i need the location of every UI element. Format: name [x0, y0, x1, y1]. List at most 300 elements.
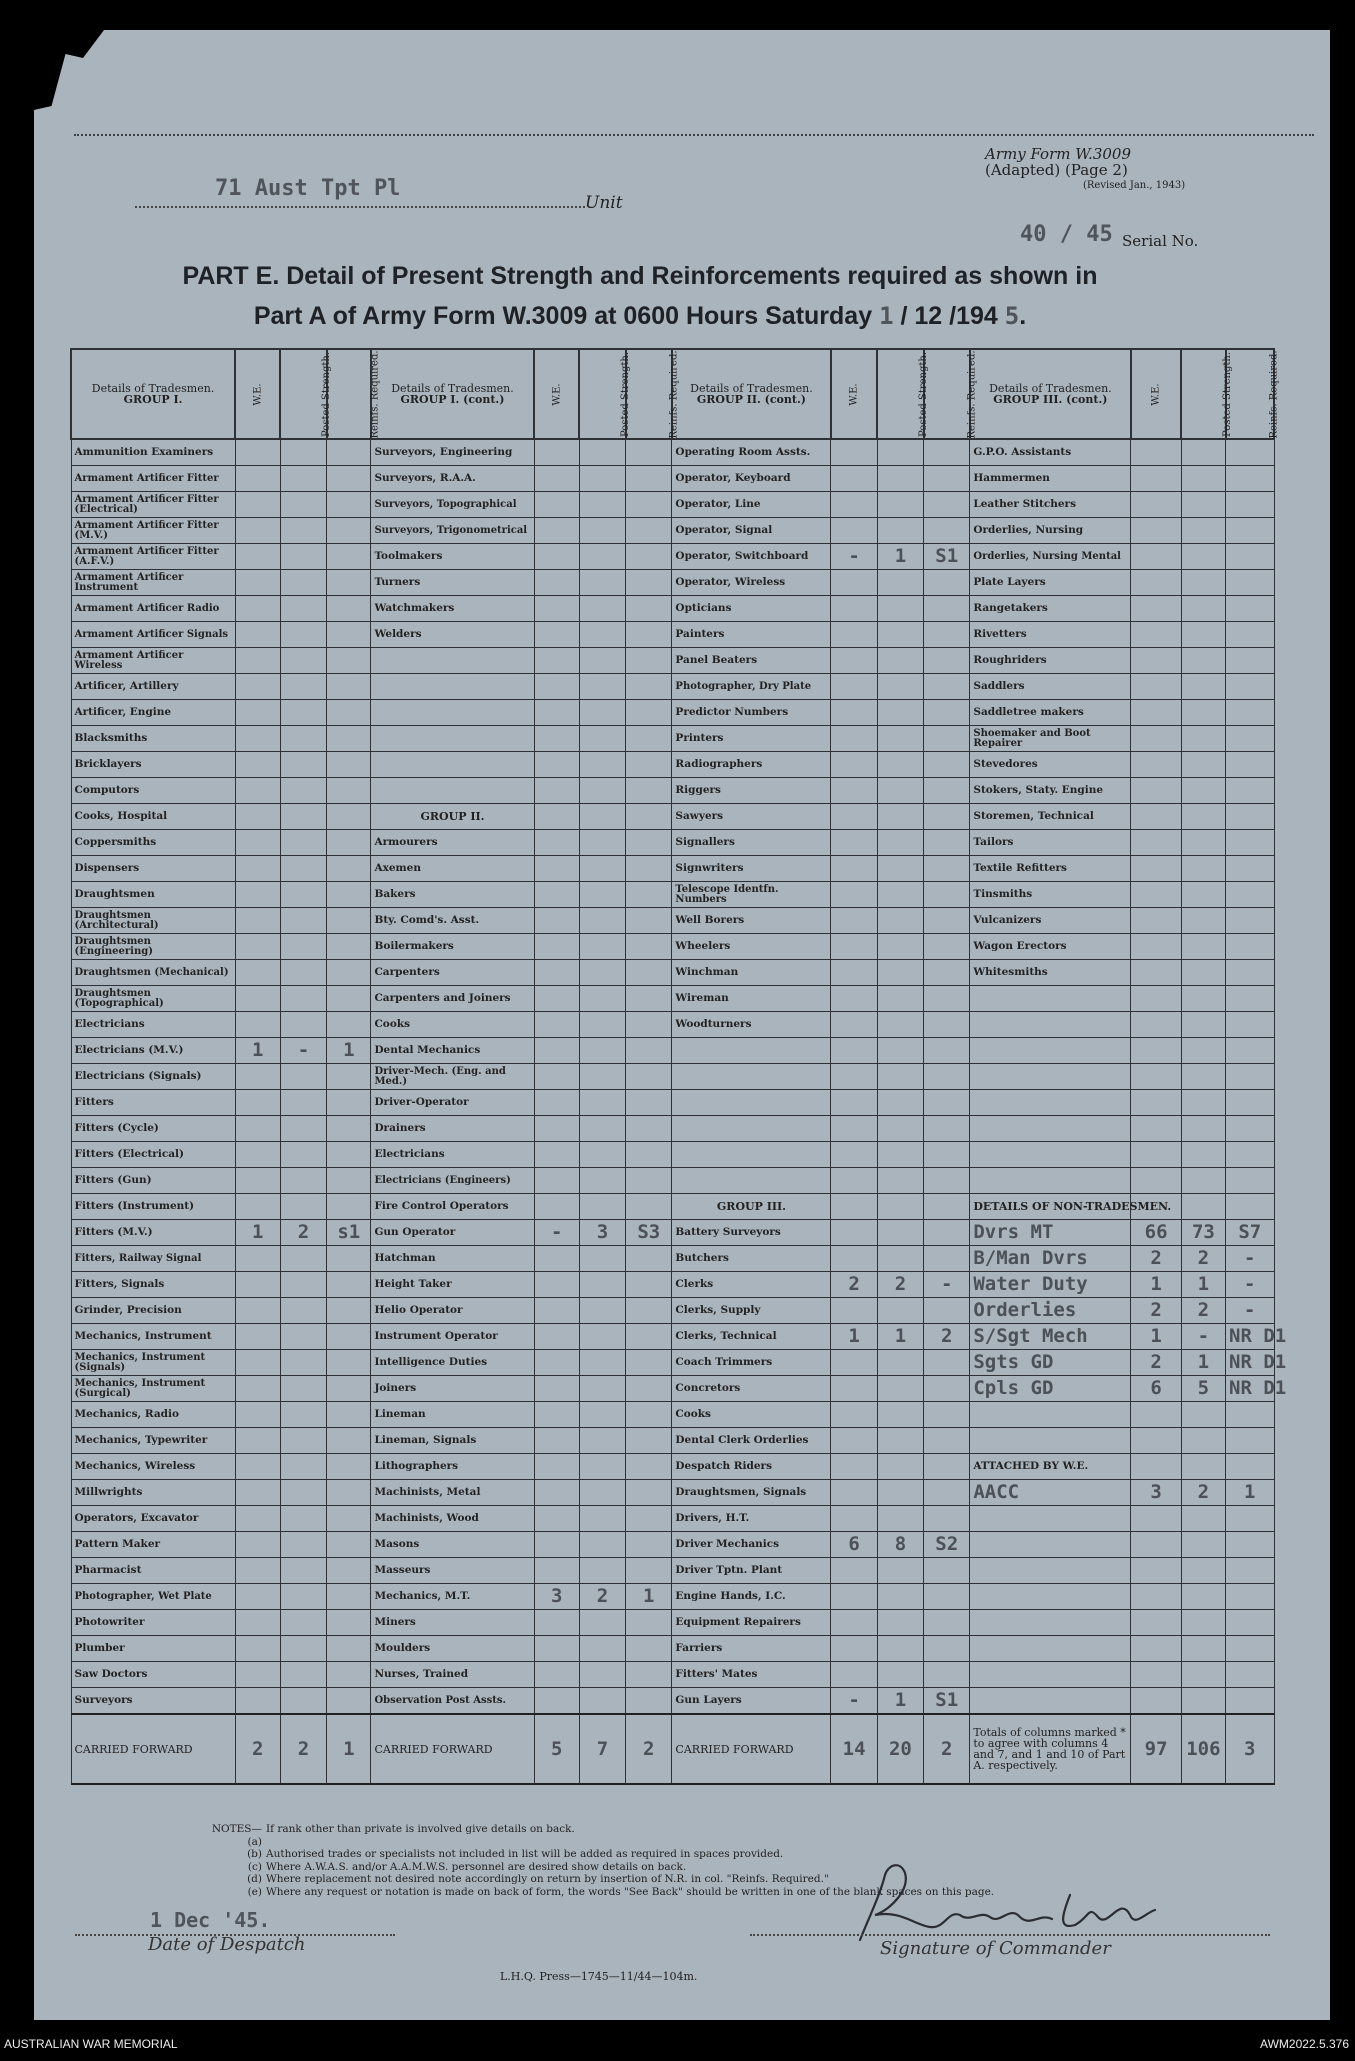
we-value: 3	[1131, 1480, 1181, 1506]
table-row	[71, 1532, 1274, 1558]
trade-name: Printers	[672, 726, 831, 752]
we-value: 3	[534, 1584, 579, 1610]
unit-value: 71 Aust Tpt Pl	[215, 176, 401, 201]
date-day: 1	[879, 302, 894, 330]
we-value: 2	[1131, 1350, 1181, 1376]
trade-name: Whitesmiths	[970, 960, 1131, 986]
reinfs-value	[1226, 830, 1274, 856]
posted-value	[877, 674, 923, 700]
posted-value	[1181, 726, 1225, 752]
reinfs-value	[626, 1636, 672, 1662]
reinfs-value: s1	[327, 1220, 371, 1246]
table-row	[71, 1324, 1274, 1350]
posted-value	[579, 1558, 625, 1584]
posted-value	[280, 882, 326, 908]
trade-name: Storemen, Technical	[970, 804, 1131, 830]
we-value	[235, 1350, 280, 1376]
reinfs-value	[924, 622, 970, 648]
we-value	[235, 882, 280, 908]
we-value	[831, 752, 877, 778]
torn-corner	[34, 30, 104, 110]
reinfs-value	[1226, 622, 1274, 648]
we-value	[534, 1194, 579, 1220]
signature-label: Signature of Commander	[880, 1938, 1111, 1959]
reinfs-value	[924, 674, 970, 700]
trade-name: Plate Layers	[970, 570, 1131, 596]
reinfs-value: NR D1	[1226, 1324, 1274, 1350]
posted-value	[877, 1142, 923, 1168]
posted-value	[280, 778, 326, 804]
reinfs-value	[327, 1012, 371, 1038]
blank-cell	[371, 752, 534, 778]
non-tradesman-entry: Orderlies	[970, 1298, 1131, 1324]
reinfs-value	[924, 908, 970, 934]
posted-total: 106	[1181, 1714, 1225, 1784]
posted-value	[280, 1194, 326, 1220]
posted-value	[579, 1662, 625, 1688]
blank-cell	[672, 1038, 831, 1064]
posted-value	[579, 1636, 625, 1662]
we-value	[235, 1428, 280, 1454]
blank-cell	[371, 674, 534, 700]
we-value	[1131, 1428, 1181, 1454]
we-value: -	[534, 1220, 579, 1246]
reinfs-value	[924, 1220, 970, 1246]
posted-value	[1181, 1454, 1225, 1480]
we-value	[235, 1584, 280, 1610]
we-value: 66	[1131, 1220, 1181, 1246]
trade-name: Hatchman	[371, 1246, 534, 1272]
trade-name: Panel Beaters	[672, 648, 831, 674]
trade-name: Butchers	[672, 1246, 831, 1272]
table-row	[71, 1116, 1274, 1142]
reinfs-value	[1226, 1454, 1274, 1480]
trade-name: Carpenters	[371, 960, 534, 986]
trade-name: Cooks	[371, 1012, 534, 1038]
blank-cell	[970, 1402, 1131, 1428]
trade-name: Armourers	[371, 830, 534, 856]
we-value	[831, 1506, 877, 1532]
reinfs-value	[327, 1272, 371, 1298]
reinfs-value	[1226, 934, 1274, 960]
trade-name: Bty. Comd's. Asst.	[371, 908, 534, 934]
blank-cell	[970, 1558, 1131, 1584]
posted-value	[280, 1506, 326, 1532]
posted-value	[1181, 1506, 1225, 1532]
posted-value	[877, 1584, 923, 1610]
trade-name: Bricklayers	[71, 752, 235, 778]
posted-value	[579, 674, 625, 700]
table-row	[71, 648, 1274, 674]
posted-value	[1181, 1090, 1225, 1116]
header-reinfs: Reinfs. Required.	[1226, 349, 1274, 439]
unit-dotted-line	[135, 206, 585, 208]
blank-cell	[970, 1636, 1131, 1662]
we-value	[235, 1246, 280, 1272]
posted-value	[579, 648, 625, 674]
reinfs-value	[327, 1194, 371, 1220]
reinfs-value	[327, 1350, 371, 1376]
table-row	[71, 1636, 1274, 1662]
posted-value: 2	[1181, 1298, 1225, 1324]
we-value	[235, 622, 280, 648]
posted-value	[1181, 1636, 1225, 1662]
we-value	[235, 908, 280, 934]
posted-value	[579, 1116, 625, 1142]
posted-value	[280, 1090, 326, 1116]
posted-value	[579, 700, 625, 726]
reinfs-value	[327, 1428, 371, 1454]
trade-name: Stokers, Staty. Engine	[970, 778, 1131, 804]
trade-name: Draughtsmen (Engineering)	[71, 934, 235, 960]
reinfs-value	[924, 1090, 970, 1116]
posted-value	[877, 830, 923, 856]
trade-name: Operator, Switchboard	[672, 544, 831, 570]
reinfs-value	[1226, 1038, 1274, 1064]
we-value	[534, 622, 579, 648]
we-value	[831, 830, 877, 856]
reinfs-value: S1	[924, 544, 970, 570]
trade-name: Fitters (Electrical)	[71, 1142, 235, 1168]
we-value: 2	[831, 1272, 877, 1298]
posted-value	[280, 492, 326, 518]
non-tradesman-entry: S/Sgt Mech	[970, 1324, 1131, 1350]
we-value	[831, 804, 877, 830]
we-value	[235, 1480, 280, 1506]
reinfs-value	[924, 830, 970, 856]
note-text: Authorised trades or specialists not included in list will be added as required in spaces provided.	[266, 1848, 784, 1860]
posted-value	[280, 622, 326, 648]
we-value	[831, 1350, 877, 1376]
trade-name: Mechanics, Instrument (Surgical)	[71, 1376, 235, 1402]
posted-value	[1181, 1662, 1225, 1688]
reinfs-value	[327, 1636, 371, 1662]
posted-value	[1181, 1012, 1225, 1038]
totals-note: Totals of columns marked * to agree with columns 4 and 7, and 1 and 10 of Part A. respectively.	[970, 1714, 1131, 1784]
we-value	[1131, 492, 1181, 518]
trade-name: Operator, Keyboard	[672, 466, 831, 492]
trade-name: Fitters, Signals	[71, 1272, 235, 1298]
we-value	[534, 804, 579, 830]
posted-value	[877, 492, 923, 518]
non-tradesman-entry: Water Duty	[970, 1272, 1131, 1298]
posted-value	[280, 570, 326, 596]
reinfs-value	[327, 492, 371, 518]
posted-value	[1181, 986, 1225, 1012]
reinfs-value	[1226, 1532, 1274, 1558]
we-value	[831, 596, 877, 622]
table-row	[71, 1272, 1274, 1298]
posted-value	[877, 1090, 923, 1116]
trade-name: Battery Surveyors	[672, 1220, 831, 1246]
reinfs-value	[1226, 726, 1274, 752]
reinfs-value	[924, 1168, 970, 1194]
we-value	[235, 1090, 280, 1116]
we-value	[1131, 466, 1181, 492]
reinfs-value	[626, 1142, 672, 1168]
reinfs-value	[327, 778, 371, 804]
posted-value	[579, 1168, 625, 1194]
reinfs-value	[924, 1038, 970, 1064]
blank-cell	[371, 700, 534, 726]
blank-cell	[371, 726, 534, 752]
we-value	[534, 934, 579, 960]
posted-value	[579, 1480, 625, 1506]
trade-name: Surveyors	[71, 1688, 235, 1715]
posted-value	[579, 1038, 625, 1064]
trade-name: Pattern Maker	[71, 1532, 235, 1558]
trade-name: Wagon Erectors	[970, 934, 1131, 960]
reinfs-value	[924, 856, 970, 882]
reinfs-value	[327, 648, 371, 674]
posted-value	[1181, 1116, 1225, 1142]
reinfs-value	[327, 1402, 371, 1428]
header-reinfs: Reinfs. Required.	[924, 349, 970, 439]
blank-cell	[970, 1142, 1131, 1168]
trade-name: G.P.O. Assistants	[970, 439, 1131, 466]
reinfs-value	[924, 1584, 970, 1610]
posted-value	[280, 544, 326, 570]
trade-name: Fitters	[71, 1090, 235, 1116]
note-letter: (e)	[247, 1885, 262, 1898]
we-value	[1131, 1012, 1181, 1038]
reinfs-value	[1226, 804, 1274, 830]
we-value	[831, 1376, 877, 1402]
reinfs-value	[924, 1064, 970, 1090]
trade-name: Farriers	[672, 1636, 831, 1662]
we-value	[1131, 1038, 1181, 1064]
posted-value	[280, 1610, 326, 1636]
reinfs-value	[626, 1532, 672, 1558]
reinfs-value	[327, 1298, 371, 1324]
we-value	[534, 1038, 579, 1064]
posted-value	[877, 1220, 923, 1246]
trade-name: Electricians	[71, 1012, 235, 1038]
reinfs-value	[1226, 700, 1274, 726]
reinfs-value	[327, 934, 371, 960]
posted-value	[579, 1012, 625, 1038]
we-value	[534, 830, 579, 856]
posted-value	[1181, 1168, 1225, 1194]
reinfs-value	[1226, 1636, 1274, 1662]
reinfs-value	[1226, 674, 1274, 700]
posted-value	[280, 439, 326, 466]
posted-value	[280, 1064, 326, 1090]
trade-name: Fitters (Gun)	[71, 1168, 235, 1194]
posted-value	[579, 1454, 625, 1480]
we-value	[235, 1402, 280, 1428]
table-row	[71, 492, 1274, 518]
we-value	[831, 1194, 877, 1220]
posted-value	[280, 1584, 326, 1610]
posted-value	[579, 908, 625, 934]
note-text: Where A.W.A.S. and/or A.A.M.W.S. personnel are desired show details on back.	[266, 1860, 687, 1873]
reinfs-value	[924, 804, 970, 830]
we-value	[534, 596, 579, 622]
posted-value: 2	[877, 1272, 923, 1298]
trade-name: Clerks, Supply	[672, 1298, 831, 1324]
reinfs-value	[924, 1194, 970, 1220]
we-value	[534, 882, 579, 908]
trade-name: Electricians (Engineers)	[371, 1168, 534, 1194]
reinfs-value	[626, 1324, 672, 1350]
posted-value	[877, 1194, 923, 1220]
trade-name: Armament Artificer Signals	[71, 622, 235, 648]
we-value	[534, 1454, 579, 1480]
group-heading: GROUP II.	[371, 804, 534, 830]
posted-value	[877, 1246, 923, 1272]
trade-name: Bakers	[371, 882, 534, 908]
we-value	[1131, 752, 1181, 778]
we-value	[534, 1610, 579, 1636]
posted-value: 1	[877, 544, 923, 570]
reinfs-value	[924, 1298, 970, 1324]
trade-name: Fitters' Mates	[672, 1662, 831, 1688]
we-value	[831, 1246, 877, 1272]
we-value	[1131, 570, 1181, 596]
posted-value	[877, 960, 923, 986]
blank-cell	[970, 1532, 1131, 1558]
we-value	[235, 830, 280, 856]
we-value	[1131, 986, 1181, 1012]
header-details-g3-cont: Details of Tradesmen. GROUP III. (cont.)	[970, 349, 1131, 439]
posted-value	[280, 700, 326, 726]
posted-value	[877, 882, 923, 908]
reinfs-value: NR D1	[1226, 1376, 1274, 1402]
trade-name: Helio Operator	[371, 1298, 534, 1324]
trade-name: Fitters (Instrument)	[71, 1194, 235, 1220]
posted-value	[1181, 856, 1225, 882]
reinfs-value	[924, 596, 970, 622]
trade-name: Toolmakers	[371, 544, 534, 570]
trade-name: Signwriters	[672, 856, 831, 882]
trade-name: Operator, Signal	[672, 518, 831, 544]
reinfs-value	[626, 1376, 672, 1402]
we-value	[534, 1480, 579, 1506]
posted-value	[877, 1376, 923, 1402]
reinfs-value	[626, 1610, 672, 1636]
trade-name: Photographer, Dry Plate	[672, 674, 831, 700]
posted-value	[280, 1688, 326, 1715]
posted-value	[280, 1350, 326, 1376]
blank-cell	[970, 1584, 1131, 1610]
we-value	[235, 856, 280, 882]
trade-name: Mechanics, Radio	[71, 1402, 235, 1428]
we-total: 5	[534, 1714, 579, 1784]
trade-name: Dental Clerk Orderlies	[672, 1428, 831, 1454]
reinfs-value	[626, 1090, 672, 1116]
we-value	[831, 1038, 877, 1064]
reinfs-value	[626, 1116, 672, 1142]
reinfs-value	[626, 1246, 672, 1272]
trade-name: Intelligence Duties	[371, 1350, 534, 1376]
posted-value	[280, 908, 326, 934]
posted-value: 1	[1181, 1272, 1225, 1298]
we-value	[534, 1636, 579, 1662]
trade-name: Driver Tptn. Plant	[672, 1558, 831, 1584]
trade-name: Lineman	[371, 1402, 534, 1428]
reinfs-value	[327, 1324, 371, 1350]
posted-value	[1181, 1610, 1225, 1636]
title-line-2	[40, 302, 1240, 331]
posted-value	[1181, 466, 1225, 492]
reinfs-value	[1226, 544, 1274, 570]
reinfs-value	[626, 1558, 672, 1584]
reinfs-value: NR D1	[1226, 1350, 1274, 1376]
reinfs-value	[626, 492, 672, 518]
trade-name: Armament Artificer Instrument	[71, 570, 235, 596]
reinfs-value	[626, 700, 672, 726]
reinfs-value	[924, 439, 970, 466]
note-letter: (a)	[247, 1835, 262, 1848]
trade-name: Driver-Operator	[371, 1090, 534, 1116]
posted-value	[280, 1298, 326, 1324]
reinfs-value	[327, 1584, 371, 1610]
we-value	[1131, 1584, 1181, 1610]
we-value	[534, 1064, 579, 1090]
we-value	[534, 518, 579, 544]
reinfs-value	[1226, 1012, 1274, 1038]
posted-value	[579, 856, 625, 882]
reinfs-value	[626, 986, 672, 1012]
reinfs-value	[924, 986, 970, 1012]
blank-cell	[371, 778, 534, 804]
table-row	[71, 1012, 1274, 1038]
trade-name: Painters	[672, 622, 831, 648]
posted-value	[280, 1376, 326, 1402]
we-value	[1131, 1636, 1181, 1662]
posted-value	[280, 1480, 326, 1506]
note-text: Where any request or notation is made on back of form, the words "See Back" should be written in one of the blank spaces on this page.	[266, 1885, 995, 1898]
we-value	[235, 1194, 280, 1220]
we-value	[534, 492, 579, 518]
we-value	[235, 439, 280, 466]
reinfs-value	[1226, 1194, 1274, 1220]
table-row	[71, 1454, 1274, 1480]
reinfs-value	[924, 1142, 970, 1168]
carried-forward-label: CARRIED FORWARD	[71, 1714, 235, 1784]
posted-total: 7	[579, 1714, 625, 1784]
reinfs-value	[924, 1480, 970, 1506]
we-value	[235, 466, 280, 492]
posted-value	[280, 1558, 326, 1584]
posted-value	[280, 466, 326, 492]
we-value	[1131, 1142, 1181, 1168]
posted-value	[280, 1402, 326, 1428]
posted-value	[280, 804, 326, 830]
posted-value: 8	[877, 1532, 923, 1558]
posted-value	[877, 466, 923, 492]
perforation-line	[74, 134, 1314, 136]
posted-value	[280, 960, 326, 986]
trade-name: Well Borers	[672, 908, 831, 934]
posted-value	[1181, 492, 1225, 518]
trade-name: Machinists, Metal	[371, 1480, 534, 1506]
trade-name: Grinder, Precision	[71, 1298, 235, 1324]
posted-value	[877, 1038, 923, 1064]
trade-name: Cooks, Hospital	[71, 804, 235, 830]
table-row	[71, 778, 1274, 804]
title-line-1: PART E. Detail of Present Strength and Reinforcements required as shown in	[182, 262, 1098, 290]
reinfs-value: 2	[924, 1324, 970, 1350]
we-value	[831, 1012, 877, 1038]
blank-cell	[672, 1116, 831, 1142]
trade-name: Operator, Wireless	[672, 570, 831, 596]
posted-value	[877, 700, 923, 726]
trade-name: Predictor Numbers	[672, 700, 831, 726]
we-value	[831, 882, 877, 908]
posted-value	[579, 518, 625, 544]
